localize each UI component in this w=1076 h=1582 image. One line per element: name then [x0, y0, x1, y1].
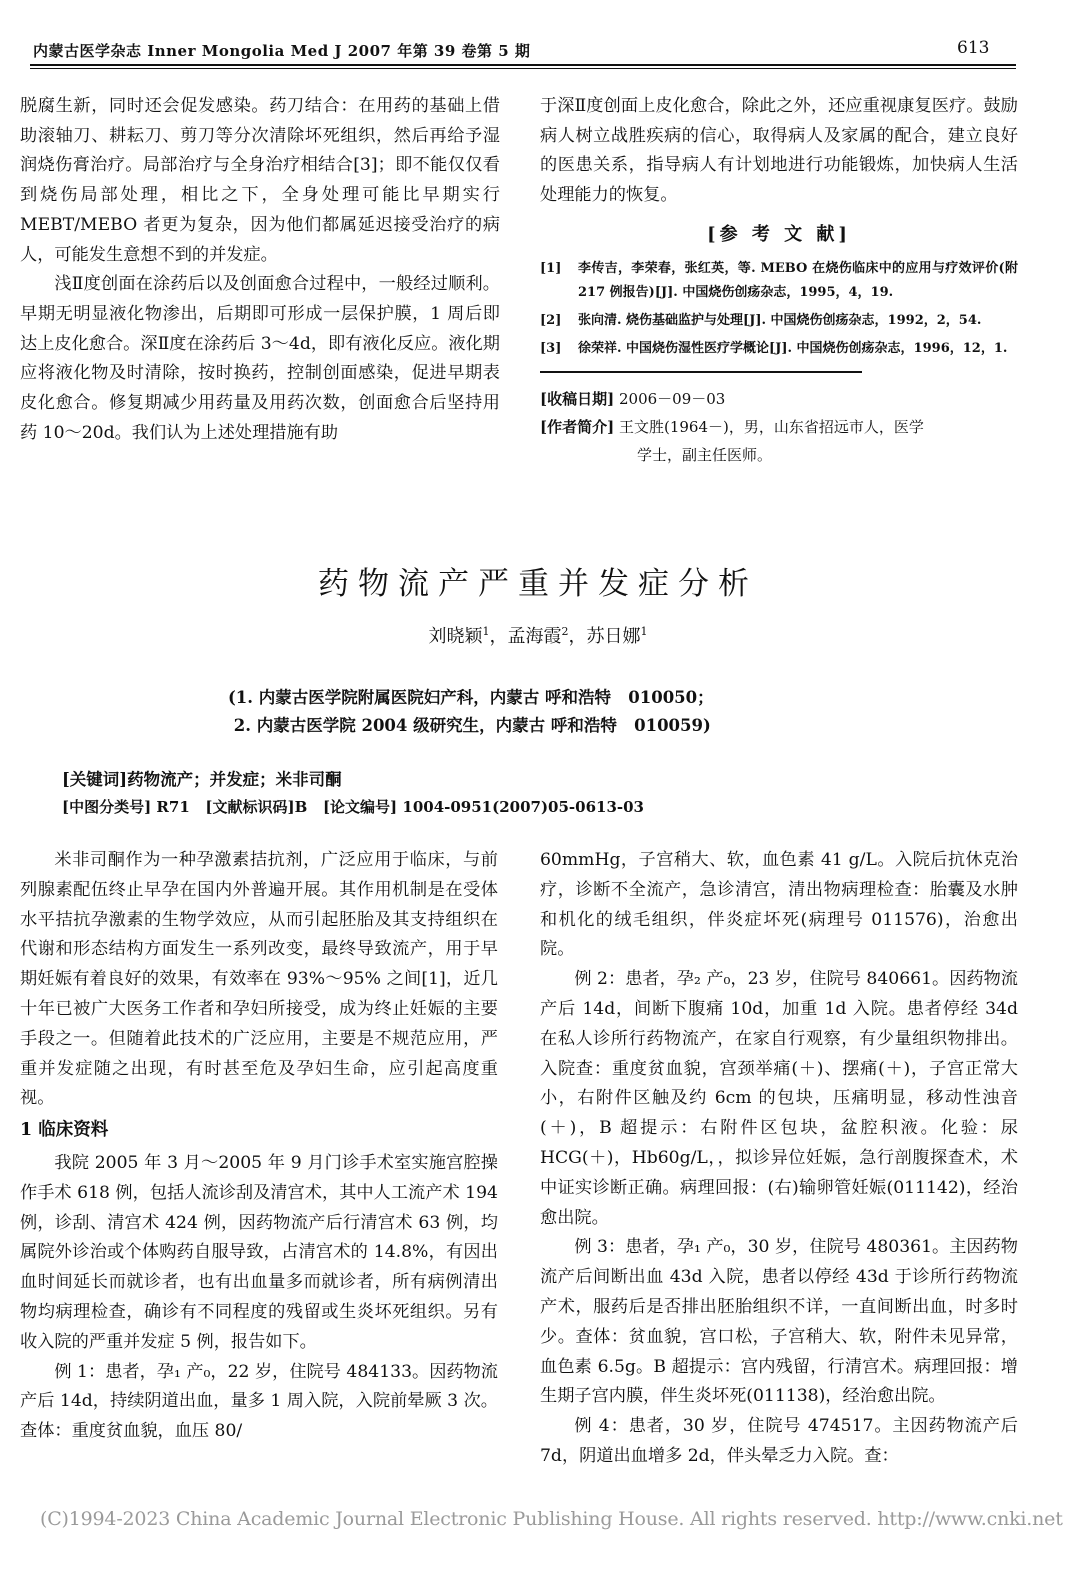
copyright-footer: (C)1994-2023 China Academic Journal Electronic Publishing House. All rights reserved. http://www.cnki.net — [40, 1508, 1063, 1530]
reference-number: [2] — [540, 312, 562, 328]
received-label: [收稿日期] — [540, 389, 615, 408]
references-rule — [540, 371, 862, 373]
reference-number: [3] — [540, 340, 562, 356]
keywords-label: [关键词] — [62, 770, 128, 789]
paragraph: 米非司酮作为一种孕激素拮抗剂，广泛应用于临床，与前列腺素配伍终止早孕在国内外普遍开展。其作用机制是在受体水平拮抗孕激素的生物学效应，从而引起胚胎及其支持组织在代谢和形态结构方面发生一系列改变，最终导致流产，用于早期妊娠有着良好的效果，有效率在 93%～95% 之间[1]，近几十年已被广大医务工作者和孕妇所接受，成为终止妊娠的主要手段之一。但随着此技术的广泛应用，主要是不规范应用，严重并发症随之出现，有时甚至危及孕妇生命，应引起高度重视。 — [20, 850, 498, 1109]
received-date — [540, 385, 1018, 413]
paragraph: 例 4：患者，30 岁，住院号 474517。主因药物流产后 7d，阴道出血增多 2d，伴头晕乏力入院。查： — [540, 1416, 1018, 1466]
author-bio-continued: 学士，副主任医师。 — [637, 445, 773, 464]
article-left-column — [20, 846, 498, 1447]
article-right-column — [540, 846, 1018, 1472]
paragraph: 脱腐生新，同时还会促发感染。药刀结合：在用药的基础上借助滚轴刀、耕耘刀、剪刀等分次清除坏死组织，然后再给予湿润烧伤膏治疗。局部治疗与全身治疗相结合[3]；即不能仅仅看到烧伤局部处理，相比之下，全身处理可能比早期实行 MEBT/MEBO 者更为复杂，因为他们都属延迟接受治疗的病人，可能发生意想不到的并发症。 — [20, 96, 500, 265]
header-rule — [30, 64, 1016, 66]
author-bio-text: 王文胜(1964－)，男，山东省招远市人，医学 — [618, 417, 924, 436]
reference-text: 徐荣祥. 中国烧伤湿性医疗学概论[J]. 中国烧伤创疡杂志，1996，12，1. — [578, 340, 1008, 356]
previous-article-right-column — [540, 92, 1018, 469]
paragraph: 例 2：患者，孕₂ 产₀，23 岁，住院号 840661。因药物流产后 14d，间断下腹痛 10d，加重 1d 入院。患者停经 34d 在私人诊所行药物流产，在家自行观察，有少量组织物排出。入院查：重度贫血貌，宫颈举痛(＋)、摆痛(＋)，子宫正常大小，右附件区触及约 6cm 的包块，压痛明显，移动性浊音(＋)，B 超提示：右附件区包块，盆腔积液。化验：尿 HCG(＋)，Hb60g/L，，拟诊异位妊娠，急行剖腹探查术，术中证实诊断正确。病理回报：(右)输卵管妊娠(011142)，经治愈出院。 — [540, 969, 1018, 1228]
article-metadata — [540, 385, 1018, 469]
author-affiliation-mark: 2 — [561, 625, 569, 638]
author-name: 苏日娜 — [586, 626, 641, 647]
article-title: 药物流产严重并发症分析 — [318, 566, 758, 602]
article-authors: 刘晓颖$^1$，孟海霞$^2$，苏日娜$^1$ — [428, 625, 648, 647]
reference-item — [540, 257, 1018, 305]
paragraph: 例 3：患者，孕₁ 产₀，30 岁，住院号 480361。主因药物流产后间断出血 43d 入院，患者以停经 43d 于诊所行药物流产术，服药后是否排出胚胎组织不详，一直间断出血，时多时少。查体：贫血貌，宫口松，子宫稍大、软，附件未见异常，血色素 6.5g。B 超提示：宫内残留，行清宫术。病理回报：增生期子宫内膜，伴生炎坏死(011138)，经治愈出院。 — [540, 1237, 1018, 1407]
reference-text: 张向清. 烧伤基础监护与处理[J]. 中国烧伤创疡杂志，1992，2，54. — [578, 312, 982, 328]
running-header-journal: 内蒙古医学杂志 Inner Mongolia Med J 2007 年第 39 卷第 5 期 — [33, 42, 531, 60]
section-heading: 1 临床资料 — [20, 1120, 109, 1141]
references-heading: [参 考 文 献] — [707, 223, 851, 245]
author-name: 孟海霞 — [507, 626, 562, 647]
classification-line: [中图分类号] R71 [文献标识码]B [论文编号] 1004-0951(2007)05-0613-03 — [62, 798, 644, 816]
keywords — [62, 766, 342, 790]
previous-article-left-column — [20, 92, 500, 448]
paragraph: 我院 2005 年 3 月～2005 年 9 月门诊手术室实施宫腔操作手术 618 例，包括人流诊刮及清宫术，其中人工流产术 194 例，诊刮、清宫术 424 例，因药物流产后行清宫术 63 例，均属院外诊治或个体购药自服导致，占清宫术的 14.8%，有因出血时间延长而就诊者，也有出血量多而就诊者，所有病例清出物均病理检查，确诊有不同程度的残留或生炎坏死组织。另有收入院的严重并发症 5 例，报告如下。 — [20, 1152, 498, 1352]
author-bio — [540, 413, 1018, 441]
reference-list — [540, 257, 1018, 361]
affiliation-line: 2. 内蒙古医学院 2004 级研究生，内蒙古 呼和浩特 010059) — [228, 716, 711, 735]
keywords-text: 药物流产；并发症；米非司酮 — [127, 770, 342, 789]
paragraph: 于深Ⅱ度创面上皮化愈合，除此之外，还应重视康复医疗。鼓励病人树立战胜疾病的信心，取得病人及家属的配合，建立良好的医患关系，指导病人有计划地进行功能锻炼，加快病人生活处理能力的恢复。 — [540, 96, 1018, 206]
author-name: 刘晓颖 — [428, 626, 483, 647]
affiliations — [228, 684, 714, 740]
author-bio-label: [作者简介] — [540, 417, 615, 436]
reference-number: [1] — [540, 260, 562, 276]
paragraph: 60mmHg，子宫稍大、软，血色素 41 g/L。入院后抗休克治疗，诊断不全流产，急诊清宫，清出物病理检查：胎囊及水肿和机化的绒毛组织，伴炎症坏死(病理号 011576)，治愈出院。 — [540, 850, 1018, 960]
page-number: 613 — [957, 38, 990, 58]
paragraph: 例 1：患者，孕₁ 产₀，22 岁，住院号 484133。因药物流产后 14d，持续阴道出血，量多 1 周入院，入院前晕厥 3 次。查体：重度贫血貌，血压 80/ — [20, 1361, 498, 1442]
reference-text: 李传吉，李荣春，张红英，等. MEBO 在烧伤临床中的应用与疗效评价(附 217 例报告)[J]. 中国烧伤创疡杂志，1995，4，19. — [578, 260, 1018, 300]
received-value: 2006－09－03 — [618, 389, 726, 408]
paragraph: 浅Ⅱ度创面在涂药后以及创面愈合过程中，一般经过顺利。早期无明显液化物渗出，后期即可形成一层保护膜，1 周后即达上皮化愈合。深Ⅱ度在涂药后 3～4d，即有液化反应。液化期应将液化物及时清除，按时换药，控制创面感染，促进早期表皮化愈合。修复期减少用药量及用药次数，创面愈合后坚持用药 10～20d。我们认为上述处理措施有助 — [20, 274, 500, 443]
header-rule-thin — [30, 68, 1016, 69]
reference-item — [540, 337, 1018, 361]
author-affiliation-mark: 1 — [640, 625, 648, 638]
affiliation-line: (1. 内蒙古医学院附属医院妇产科，内蒙古 呼和浩特 010050； — [228, 688, 714, 707]
reference-item — [540, 309, 1018, 333]
author-affiliation-mark: 1 — [482, 625, 490, 638]
